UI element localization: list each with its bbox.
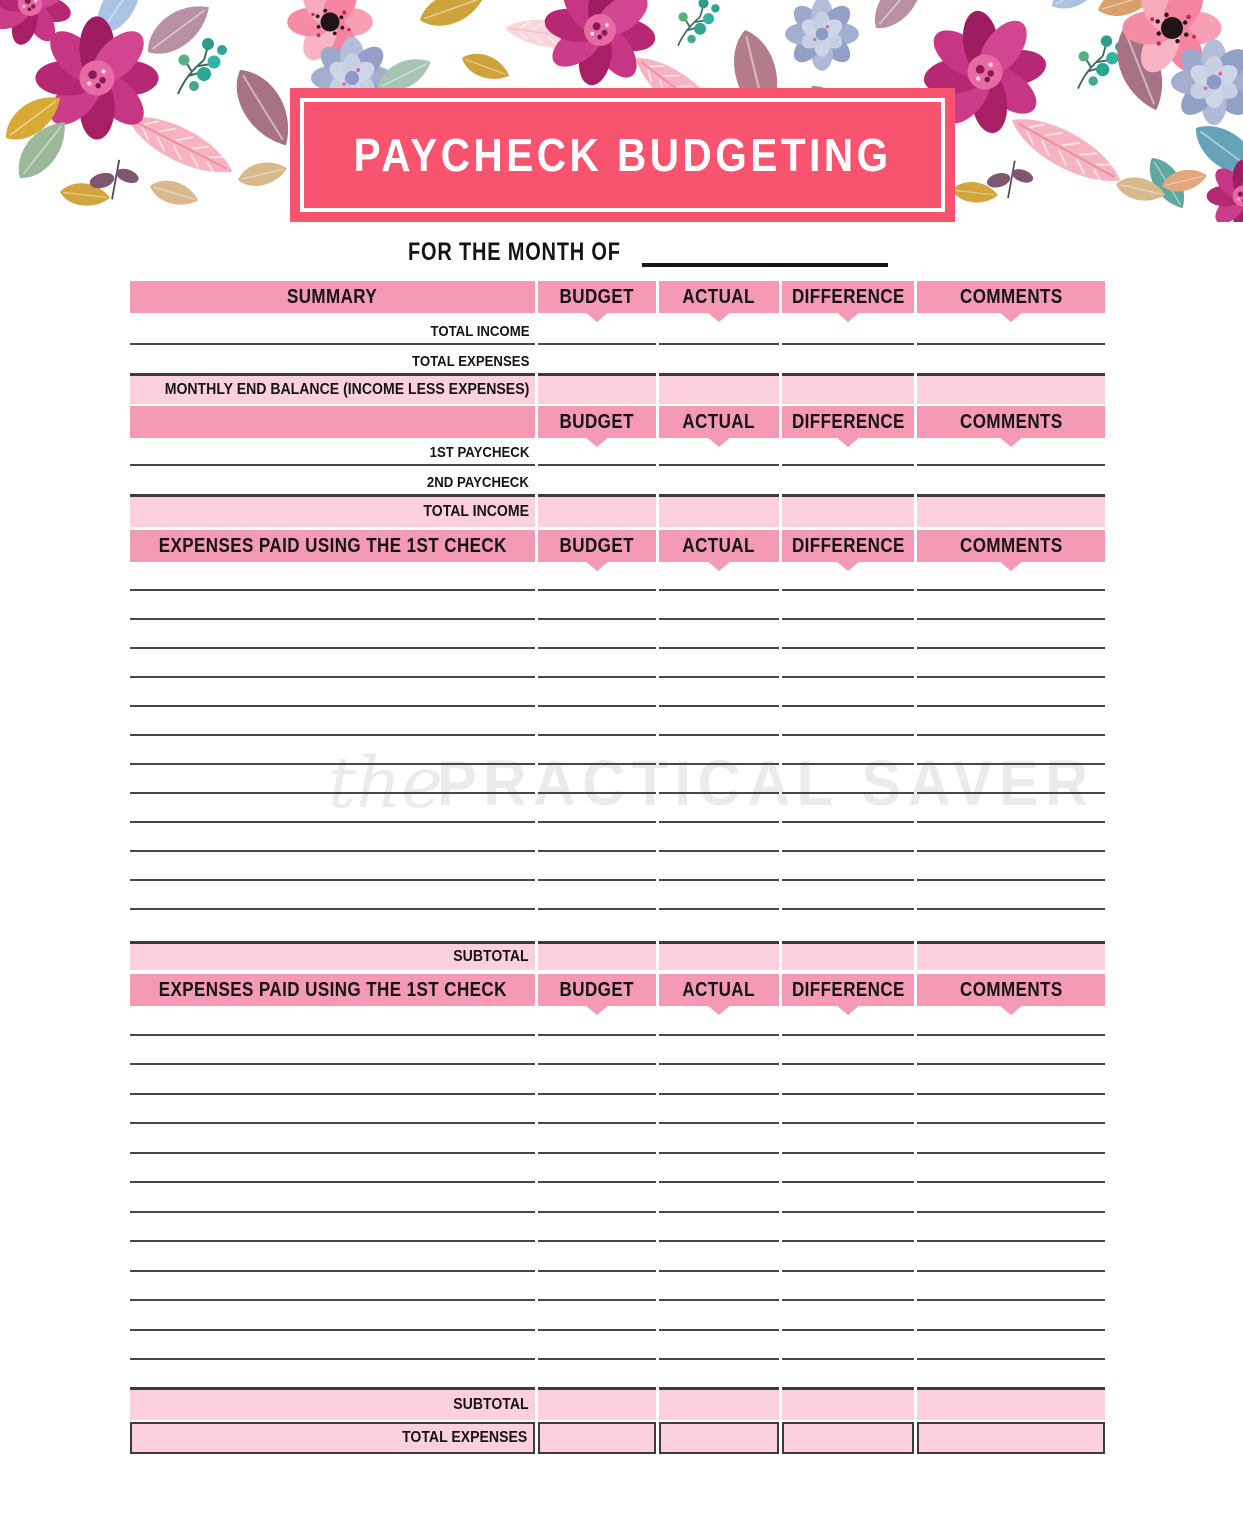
fill-line	[917, 466, 1105, 494]
total-income-row	[130, 313, 1105, 345]
fill-line	[917, 794, 1105, 823]
flower-icon	[35, 16, 158, 139]
blank-entry-row	[130, 1036, 1105, 1066]
fill-line	[659, 1242, 779, 1272]
fill-line	[659, 1331, 779, 1361]
fill-line	[538, 313, 656, 345]
fill-line	[917, 620, 1105, 649]
fill-line	[130, 649, 535, 678]
column-header-summary: SUMMARY	[130, 281, 535, 313]
expenses1-section-title: EXPENSES PAID USING THE 1ST CHECK	[130, 530, 535, 562]
blank-entry-row	[130, 649, 1105, 678]
subtotal-cell	[659, 1387, 779, 1420]
watermark-script: the	[328, 742, 443, 824]
fill-line	[538, 765, 656, 794]
fill-line	[917, 562, 1105, 591]
fill-line	[917, 1124, 1105, 1154]
fill-line	[782, 562, 914, 591]
fill-line	[130, 1065, 535, 1095]
title-banner	[290, 88, 955, 222]
leaf-icon	[236, 158, 290, 190]
fill-line	[538, 1272, 656, 1302]
blank-entry-row	[130, 1301, 1105, 1331]
blank-entry-row	[130, 707, 1105, 736]
fill-line	[782, 1124, 914, 1154]
fill-line	[917, 1006, 1105, 1036]
fill-line	[782, 794, 914, 823]
fill-line	[782, 765, 914, 794]
blank-entry-row	[130, 852, 1105, 881]
fill-line	[538, 591, 656, 620]
summary-header-row	[130, 281, 1105, 313]
fill-line	[538, 466, 656, 494]
fill-line	[659, 823, 779, 852]
fill-line	[130, 678, 535, 707]
fill-line	[659, 852, 779, 881]
fill-line	[659, 1124, 779, 1154]
fill-line	[917, 1301, 1105, 1331]
blank-entry-row	[130, 881, 1105, 910]
column-header-actual: ACTUAL	[659, 281, 779, 313]
blank-entry-row	[130, 736, 1105, 765]
fill-line	[538, 736, 656, 765]
fill-line	[782, 881, 914, 910]
row-label-monthly-end-balance: MONTHLY END BALANCE (INCOME LESS EXPENSES)	[130, 373, 535, 404]
fill-line	[538, 1242, 656, 1272]
fill-line	[917, 1213, 1105, 1243]
blank-entry-row	[130, 620, 1105, 649]
blank-entry-row	[130, 1124, 1105, 1154]
fill-line	[917, 591, 1105, 620]
fill-line	[917, 1183, 1105, 1213]
fill-line	[659, 1213, 779, 1243]
fill-line	[659, 1272, 779, 1302]
feather-leaf-icon	[1004, 104, 1129, 197]
fill-line	[917, 1272, 1105, 1302]
page-title: PAYCHECK BUDGETING	[353, 129, 892, 181]
fill-line	[917, 313, 1105, 345]
blank-entry-row	[130, 1331, 1105, 1361]
column-header-actual: ACTUAL	[659, 530, 779, 562]
fill-line	[538, 649, 656, 678]
fill-line	[659, 649, 779, 678]
row-label-income-total: TOTAL INCOME	[130, 494, 535, 527]
fill-line	[538, 1095, 656, 1125]
income-total-cell	[917, 494, 1105, 527]
fill-line	[659, 1036, 779, 1066]
column-header-budget: BUDGET	[538, 406, 656, 438]
monthly-end-balance-row	[130, 373, 1105, 404]
fill-line	[782, 649, 914, 678]
fill-line	[659, 562, 779, 591]
fill-line	[538, 345, 656, 373]
fill-line	[130, 1095, 535, 1125]
column-header-budget: BUDGET	[538, 530, 656, 562]
fill-line	[782, 1154, 914, 1184]
grand-total-cell	[782, 1422, 914, 1454]
column-header-comments: COMMENTS	[917, 974, 1105, 1006]
subtotal-cell	[659, 941, 779, 970]
fill-line	[659, 707, 779, 736]
column-header-difference: DIFFERENCE	[782, 406, 914, 438]
blank-entry-row	[130, 1213, 1105, 1243]
column-header-budget: BUDGET	[538, 974, 656, 1006]
subtotal2-row	[130, 1387, 1105, 1420]
fill-line	[538, 881, 656, 910]
income-total-cell	[659, 494, 779, 527]
blank-entry-row	[130, 1065, 1105, 1095]
flower-icon	[785, 0, 859, 71]
fill-line	[917, 1036, 1105, 1066]
column-header-comments: COMMENTS	[917, 530, 1105, 562]
fill-line	[782, 707, 914, 736]
fill-line	[782, 345, 914, 373]
fill-line	[782, 1036, 914, 1066]
fill-line	[917, 438, 1105, 466]
column-header-difference: DIFFERENCE	[782, 974, 914, 1006]
expenses1-blank-rows	[130, 562, 1105, 910]
expenses2-header-row	[130, 974, 1105, 1006]
subtotal-cell	[917, 1387, 1105, 1420]
column-header-actual: ACTUAL	[659, 406, 779, 438]
grand-total-cell	[538, 1422, 656, 1454]
blank-entry-row	[130, 823, 1105, 852]
fill-line	[917, 345, 1105, 373]
second-paycheck-row	[130, 466, 1105, 494]
income-total-cell	[538, 494, 656, 527]
fill-line	[130, 1301, 535, 1331]
leaf-icon	[415, 0, 488, 33]
fill-line	[538, 1301, 656, 1331]
expenses1-header-row	[130, 530, 1105, 562]
balance-cell	[659, 373, 779, 404]
balance-cell	[538, 373, 656, 404]
fill-line	[659, 1065, 779, 1095]
income-total-cell	[782, 494, 914, 527]
subtotal1-row	[130, 941, 1105, 970]
leaf-icon	[147, 175, 202, 212]
fill-line	[782, 620, 914, 649]
fill-line	[782, 1006, 914, 1036]
fill-line	[917, 1065, 1105, 1095]
blank-entry-row	[130, 765, 1105, 794]
fill-line	[659, 678, 779, 707]
fill-line	[917, 1242, 1105, 1272]
fill-line	[538, 678, 656, 707]
balance-cell	[782, 373, 914, 404]
fill-line	[917, 852, 1105, 881]
fill-line	[130, 1331, 535, 1361]
fill-line	[538, 1065, 656, 1095]
expenses2-section-title: EXPENSES PAID USING THE 1ST CHECK	[130, 974, 535, 1006]
blank-entry-row	[130, 1095, 1105, 1125]
fill-line	[659, 794, 779, 823]
fill-line	[538, 1183, 656, 1213]
blank-entry-row	[130, 562, 1105, 591]
column-header-difference: DIFFERENCE	[782, 281, 914, 313]
fill-line	[917, 736, 1105, 765]
blank-entry-row	[130, 794, 1105, 823]
fill-line	[130, 1272, 535, 1302]
fill-line	[659, 1154, 779, 1184]
fill-line	[538, 620, 656, 649]
balance-cell	[917, 373, 1105, 404]
month-fill-line	[642, 238, 888, 267]
fill-line	[659, 881, 779, 910]
column-header-budget: BUDGET	[538, 281, 656, 313]
fill-line	[538, 852, 656, 881]
fill-line	[782, 591, 914, 620]
fill-line	[130, 1154, 535, 1184]
fill-line	[130, 852, 535, 881]
fill-line	[538, 438, 656, 466]
grand-total-cell	[917, 1422, 1105, 1454]
fill-line	[782, 852, 914, 881]
row-label-subtotal: SUBTOTAL	[130, 1387, 535, 1420]
berries-icon	[678, 0, 720, 46]
berries-icon	[178, 38, 227, 94]
blank-entry-row	[130, 1272, 1105, 1302]
leaf-icon	[863, 0, 934, 38]
fill-line	[782, 1331, 914, 1361]
fill-line	[917, 1331, 1105, 1361]
fill-line	[130, 1183, 535, 1213]
income-total-row	[130, 494, 1105, 527]
fill-line	[782, 1301, 914, 1331]
subtotal-cell	[782, 941, 914, 970]
row-label-total-expenses: TOTAL EXPENSES	[411, 353, 529, 370]
subtotal-cell	[538, 941, 656, 970]
fill-line	[659, 313, 779, 345]
first-paycheck-row	[130, 438, 1105, 466]
column-header-comments: COMMENTS	[917, 281, 1105, 313]
fill-line	[659, 1183, 779, 1213]
fill-line	[659, 620, 779, 649]
flower-icon	[1207, 160, 1243, 222]
fill-line	[782, 313, 914, 345]
row-label-total-income: TOTAL INCOME	[130, 313, 535, 345]
blank-entry-row	[130, 591, 1105, 620]
fill-line	[538, 562, 656, 591]
watermark-text: PRACTICAL SAVER	[436, 747, 1095, 819]
blank-entry-row	[130, 1154, 1105, 1184]
fill-line	[538, 823, 656, 852]
blank-entry-row	[130, 1183, 1105, 1213]
berries-icon	[1078, 35, 1125, 88]
fill-line	[130, 1213, 535, 1243]
fill-line	[782, 736, 914, 765]
fill-line	[538, 1124, 656, 1154]
fill-line	[130, 736, 535, 765]
row-label-second-paycheck: 2ND PAYCHECK	[427, 474, 529, 491]
subtotal-cell	[538, 1387, 656, 1420]
fill-line	[659, 438, 779, 466]
fill-line	[917, 765, 1105, 794]
fill-line	[538, 1213, 656, 1243]
grand-total-cell	[659, 1422, 779, 1454]
fill-line	[659, 1095, 779, 1125]
income-header-row	[130, 406, 1105, 438]
fill-line	[659, 736, 779, 765]
fill-line	[538, 1331, 656, 1361]
fill-line	[782, 823, 914, 852]
fill-line	[782, 1183, 914, 1213]
fill-line	[917, 649, 1105, 678]
column-header-difference: DIFFERENCE	[782, 530, 914, 562]
fill-line	[659, 1301, 779, 1331]
subtotal-cell	[917, 941, 1105, 970]
blank-entry-row	[130, 1006, 1105, 1036]
blank-entry-row	[130, 678, 1105, 707]
fill-line	[130, 765, 535, 794]
leaf-icon	[458, 47, 513, 86]
fill-line	[130, 1242, 535, 1272]
fill-line	[538, 1154, 656, 1184]
fill-line	[538, 707, 656, 736]
expenses2-blank-rows	[130, 1006, 1105, 1360]
fill-line	[130, 1036, 535, 1066]
fill-line	[782, 1213, 914, 1243]
fill-line	[782, 1065, 914, 1095]
fill-line	[917, 707, 1105, 736]
income-header-blank-cell	[130, 406, 535, 438]
grand-total-expenses-row	[130, 1422, 1105, 1454]
fill-line	[130, 881, 535, 910]
fill-line	[659, 765, 779, 794]
fill-line	[659, 345, 779, 373]
fill-line	[782, 438, 914, 466]
fill-line	[130, 707, 535, 736]
fill-line	[130, 620, 535, 649]
fill-line	[917, 823, 1105, 852]
fill-line	[782, 678, 914, 707]
fill-line	[130, 794, 535, 823]
fill-line	[538, 1036, 656, 1066]
column-header-actual: ACTUAL	[659, 974, 779, 1006]
fill-line	[130, 1006, 535, 1036]
column-header-comments: COMMENTS	[917, 406, 1105, 438]
fill-line	[130, 591, 535, 620]
fill-line	[659, 466, 779, 494]
month-label: FOR THE MONTH OF	[408, 238, 621, 266]
subtotal-cell	[782, 1387, 914, 1420]
fill-line	[659, 591, 779, 620]
fill-line	[130, 1124, 535, 1154]
row-label-subtotal: SUBTOTAL	[130, 941, 535, 970]
fill-line	[917, 1154, 1105, 1184]
fill-line	[917, 678, 1105, 707]
fill-line	[917, 1095, 1105, 1125]
month-line	[408, 238, 888, 267]
fill-line	[782, 1242, 914, 1272]
row-label-grand-total-expenses: TOTAL EXPENSES	[130, 1422, 535, 1454]
fill-line	[130, 823, 535, 852]
row-label-first-paycheck: 1ST PAYCHECK	[130, 438, 535, 466]
fill-line	[538, 794, 656, 823]
fill-line	[130, 562, 535, 591]
blank-entry-row	[130, 1242, 1105, 1272]
leaf-icon	[138, 0, 219, 65]
total-expenses-row	[130, 345, 1105, 373]
fill-line	[782, 1095, 914, 1125]
fill-line	[538, 1006, 656, 1036]
budget-table	[130, 281, 1105, 1454]
fill-line	[659, 1006, 779, 1036]
fill-line	[917, 881, 1105, 910]
fill-line	[782, 466, 914, 494]
fill-line	[782, 1272, 914, 1302]
